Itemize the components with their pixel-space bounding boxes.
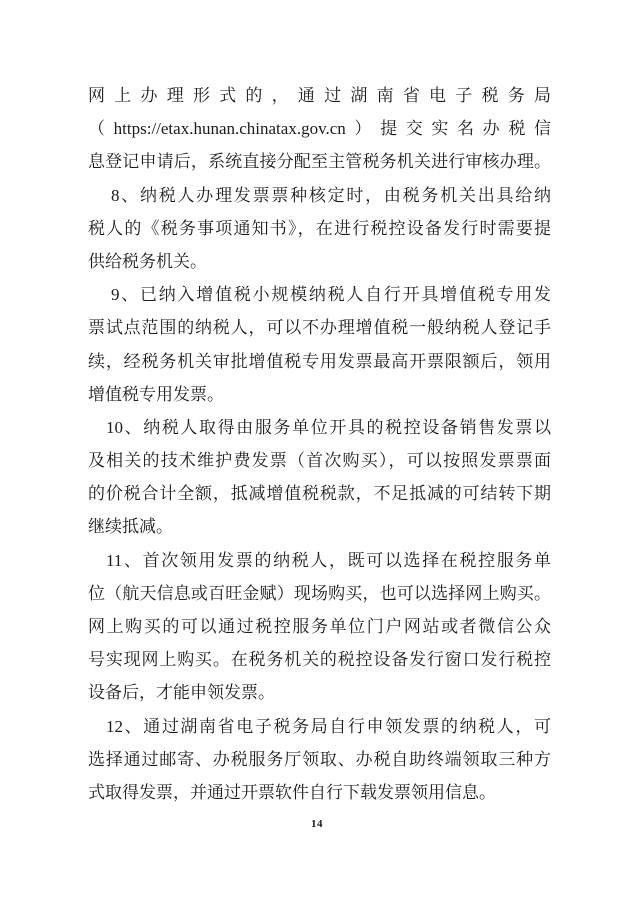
page-number: 14 (311, 818, 323, 830)
text-line-item-10: 10、纳税人取得由服务单位开具的税控设备销售发票以 (106, 417, 551, 437)
text-line-item-8: 8、纳税人办理发票票种核定时，由税务机关出具给纳 (111, 185, 551, 205)
text-line-item-11: 11、首次领用发票的纳税人，既可以选择在税控服务单 (106, 550, 551, 570)
text-line: 息登记申请后，系统直接分配至主管税务机关进行审核办理。 (88, 152, 551, 172)
text-line: 位（航天信息或百旺金赋）现场购买，也可以选择网上购买。 (88, 583, 551, 603)
text-line: 选择通过邮寄、办税服务厅领取、办税自助终端领取三种方 (88, 749, 551, 769)
text-line: 设备后，才能申领发票。 (88, 683, 275, 703)
text-line: 续，经税务机关审批增值税专用发票最高开票限额后，领用 (88, 351, 551, 371)
text-line-url: （https://etax.hunan.chinatax.gov.cn）提交实名办税信 (88, 119, 551, 139)
text-line: 网上办理形式的，通过湖南省电子税务局 (88, 86, 551, 105)
text-line-item-9: 9、已纳入增值税小规模纳税人自行开具增值税专用发 (111, 285, 551, 305)
text-line: 的价税合计全额，抵减增值税税款，不足抵减的可结转下期 (88, 484, 551, 504)
text-line: 及相关的技术维护费发票（首次购买），可以按照发票票面 (88, 451, 551, 471)
text-line: 供给税务机关。 (88, 251, 207, 271)
text-line: 式取得发票，并通过开票软件自行下载发票领用信息。 (88, 782, 496, 802)
text-line-item-12: 12、通过湖南省电子税务局自行申领发票的纳税人，可 (106, 716, 551, 736)
text-line: 号实现网上购买。在税务机关的税控设备发行窗口发行税控 (88, 650, 551, 670)
document-body (88, 79, 551, 809)
text-line: 增值税专用发票。 (88, 384, 224, 404)
text-line: 继续抵减。 (88, 517, 173, 537)
text-line: 票试点范围的纳税人，可以不办理增值税一般纳税人登记手 (88, 318, 551, 338)
text-line: 网上购买的可以通过税控服务单位门户网站或者微信公众 (88, 617, 551, 636)
text-line: 税人的《税务事项通知书》，在进行税控设备发行时需要提 (88, 218, 551, 238)
